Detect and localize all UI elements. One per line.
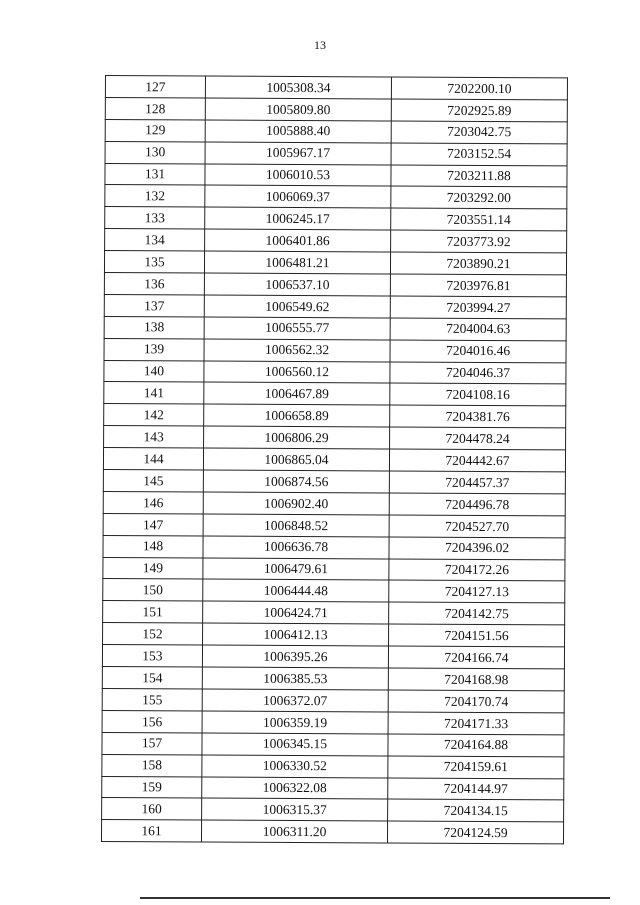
y-coordinate-cell: 7204127.13: [389, 580, 565, 603]
table-row: [105, 97, 567, 121]
point-number-cell: 161: [101, 820, 201, 842]
y-coordinate-cell: 7203773.92: [391, 230, 567, 253]
point-number-cell: 153: [102, 645, 202, 667]
y-coordinate-cell: 7204527.70: [389, 515, 565, 538]
x-coordinate-cell: 1006560.12: [204, 361, 390, 384]
y-coordinate-cell: 7203292.00: [391, 186, 567, 209]
y-coordinate-cell: 7204171.33: [388, 712, 564, 735]
x-coordinate-cell: 1006245.17: [205, 207, 391, 230]
table-row: [104, 251, 566, 275]
coordinates-table: [101, 75, 568, 845]
x-coordinate-cell: 1006359.19: [202, 711, 388, 734]
x-coordinate-cell: 1006385.53: [202, 667, 388, 690]
y-coordinate-cell: 7203976.81: [390, 274, 566, 297]
y-coordinate-cell: 7203211.88: [391, 165, 567, 188]
x-coordinate-cell: 1006537.10: [204, 273, 390, 296]
point-number-cell: 141: [104, 382, 204, 404]
table-row: [103, 535, 565, 559]
y-coordinate-cell: 7203994.27: [390, 296, 566, 319]
table-row: [104, 404, 566, 428]
x-coordinate-cell: 1006345.15: [202, 733, 388, 756]
y-coordinate-cell: 7204381.76: [390, 405, 566, 428]
point-number-cell: 127: [105, 76, 205, 98]
point-number-cell: 133: [105, 207, 205, 229]
table-row: [104, 338, 566, 362]
x-coordinate-cell: 1006395.26: [202, 645, 388, 668]
y-coordinate-cell: 7204108.16: [390, 383, 566, 406]
point-number-cell: 158: [102, 754, 202, 776]
table-row: [105, 207, 567, 231]
x-coordinate-cell: 1006330.52: [202, 755, 388, 778]
table-row: [101, 820, 563, 844]
table-row: [104, 316, 566, 340]
point-number-cell: 134: [105, 229, 205, 251]
y-coordinate-cell: 7204159.61: [388, 756, 564, 779]
y-coordinate-cell: 7204166.74: [388, 646, 564, 669]
y-coordinate-cell: 7204016.46: [390, 340, 566, 363]
table-row: [103, 557, 565, 581]
y-coordinate-cell: 7204496.78: [389, 493, 565, 516]
table-row: [104, 360, 566, 384]
y-coordinate-cell: 7204172.26: [389, 559, 565, 582]
point-number-cell: 146: [103, 491, 203, 513]
x-coordinate-cell: 1006658.89: [204, 404, 390, 427]
point-number-cell: 140: [104, 360, 204, 382]
table-row: [105, 163, 567, 187]
point-number-cell: 135: [104, 251, 204, 273]
table-row: [102, 798, 564, 822]
point-number-cell: 139: [104, 338, 204, 360]
table-row: [102, 688, 564, 712]
table-row: [104, 382, 566, 406]
table-row: [103, 579, 565, 603]
coordinates-table-container: [101, 75, 568, 845]
table-row: [104, 426, 566, 450]
y-coordinate-cell: 7204168.98: [388, 668, 564, 691]
point-number-cell: 131: [105, 163, 205, 185]
table-row: [105, 119, 567, 143]
y-coordinate-cell: 7204046.37: [390, 362, 566, 385]
x-coordinate-cell: 1006322.08: [202, 777, 388, 800]
table-row: [102, 710, 564, 734]
y-coordinate-cell: 7204396.02: [389, 537, 565, 560]
y-coordinate-cell: 7203042.75: [391, 121, 567, 144]
table-row: [102, 667, 564, 691]
y-coordinate-cell: 7204164.88: [388, 734, 564, 757]
table-row: [105, 229, 567, 253]
x-coordinate-cell: 1006069.37: [205, 185, 391, 208]
point-number-cell: 155: [102, 688, 202, 710]
x-coordinate-cell: 1006444.48: [203, 580, 389, 603]
table-row: [105, 185, 567, 209]
y-coordinate-cell: 7203152.54: [391, 143, 567, 166]
bottom-divider: [140, 897, 610, 899]
table-row: [103, 601, 565, 625]
x-coordinate-cell: 1006311.20: [201, 820, 387, 843]
y-coordinate-cell: 7204170.74: [388, 690, 564, 713]
x-coordinate-cell: 1006372.07: [202, 689, 388, 712]
y-coordinate-cell: 7203890.21: [390, 252, 566, 275]
table-row: [104, 273, 566, 297]
table-row: [102, 645, 564, 669]
y-coordinate-cell: 7204151.56: [389, 624, 565, 647]
x-coordinate-cell: 1005888.40: [205, 120, 391, 143]
x-coordinate-cell: 1006865.04: [203, 448, 389, 471]
x-coordinate-cell: 1005967.17: [205, 142, 391, 165]
table-row: [102, 776, 564, 800]
point-number-cell: 136: [104, 273, 204, 295]
point-number-cell: 154: [102, 667, 202, 689]
x-coordinate-cell: 1006424.71: [203, 601, 389, 624]
point-number-cell: 149: [103, 557, 203, 579]
x-coordinate-cell: 1006848.52: [203, 514, 389, 537]
table-row: [102, 732, 564, 756]
y-coordinate-cell: 7204457.37: [389, 471, 565, 494]
point-number-cell: 132: [105, 185, 205, 207]
x-coordinate-cell: 1006874.56: [203, 470, 389, 493]
table-row: [105, 76, 567, 100]
point-number-cell: 143: [104, 426, 204, 448]
y-coordinate-cell: 7203551.14: [391, 208, 567, 231]
page-number: 13: [314, 38, 326, 52]
y-coordinate-cell: 7204004.63: [390, 318, 566, 341]
point-number-cell: 142: [104, 404, 204, 426]
point-number-cell: 128: [105, 97, 205, 119]
point-number-cell: 150: [103, 579, 203, 601]
table-row: [104, 294, 566, 318]
point-number-cell: 147: [103, 513, 203, 535]
x-coordinate-cell: 1006562.32: [204, 339, 390, 362]
x-coordinate-cell: 1006481.21: [204, 251, 390, 274]
coordinates-table-body: [101, 76, 567, 845]
point-number-cell: 148: [103, 535, 203, 557]
y-coordinate-cell: 7204134.15: [388, 799, 564, 822]
y-coordinate-cell: 7204442.67: [389, 449, 565, 472]
x-coordinate-cell: 1006315.37: [202, 798, 388, 821]
y-coordinate-cell: 7202925.89: [391, 99, 567, 122]
point-number-cell: 145: [103, 470, 203, 492]
x-coordinate-cell: 1006636.78: [203, 536, 389, 559]
point-number-cell: 152: [103, 623, 203, 645]
point-number-cell: 138: [104, 316, 204, 338]
y-coordinate-cell: 7204478.24: [390, 427, 566, 450]
x-coordinate-cell: 1006555.77: [204, 317, 390, 340]
table-row: [102, 754, 564, 778]
table-row: [103, 470, 565, 494]
x-coordinate-cell: 1005809.80: [205, 98, 391, 121]
x-coordinate-cell: 1006467.89: [204, 382, 390, 405]
table-row: [103, 448, 565, 472]
y-coordinate-cell: 7202200.10: [391, 77, 567, 100]
y-coordinate-cell: 7204144.97: [388, 777, 564, 800]
point-number-cell: 160: [102, 798, 202, 820]
table-row: [103, 623, 565, 647]
point-number-cell: 137: [104, 294, 204, 316]
point-number-cell: 130: [105, 141, 205, 163]
x-coordinate-cell: 1006412.13: [203, 623, 389, 646]
table-row: [105, 141, 567, 165]
point-number-cell: 144: [103, 448, 203, 470]
x-coordinate-cell: 1006401.86: [205, 229, 391, 252]
x-coordinate-cell: 1006902.40: [203, 492, 389, 515]
point-number-cell: 156: [102, 710, 202, 732]
x-coordinate-cell: 1005308.34: [205, 76, 391, 99]
x-coordinate-cell: 1006806.29: [204, 426, 390, 449]
table-row: [103, 513, 565, 537]
x-coordinate-cell: 1006010.53: [205, 164, 391, 187]
y-coordinate-cell: 7204124.59: [387, 821, 563, 844]
x-coordinate-cell: 1006479.61: [203, 558, 389, 581]
point-number-cell: 159: [102, 776, 202, 798]
y-coordinate-cell: 7204142.75: [389, 602, 565, 625]
x-coordinate-cell: 1006549.62: [204, 295, 390, 318]
point-number-cell: 151: [103, 601, 203, 623]
point-number-cell: 129: [105, 119, 205, 141]
point-number-cell: 157: [102, 732, 202, 754]
table-row: [103, 491, 565, 515]
